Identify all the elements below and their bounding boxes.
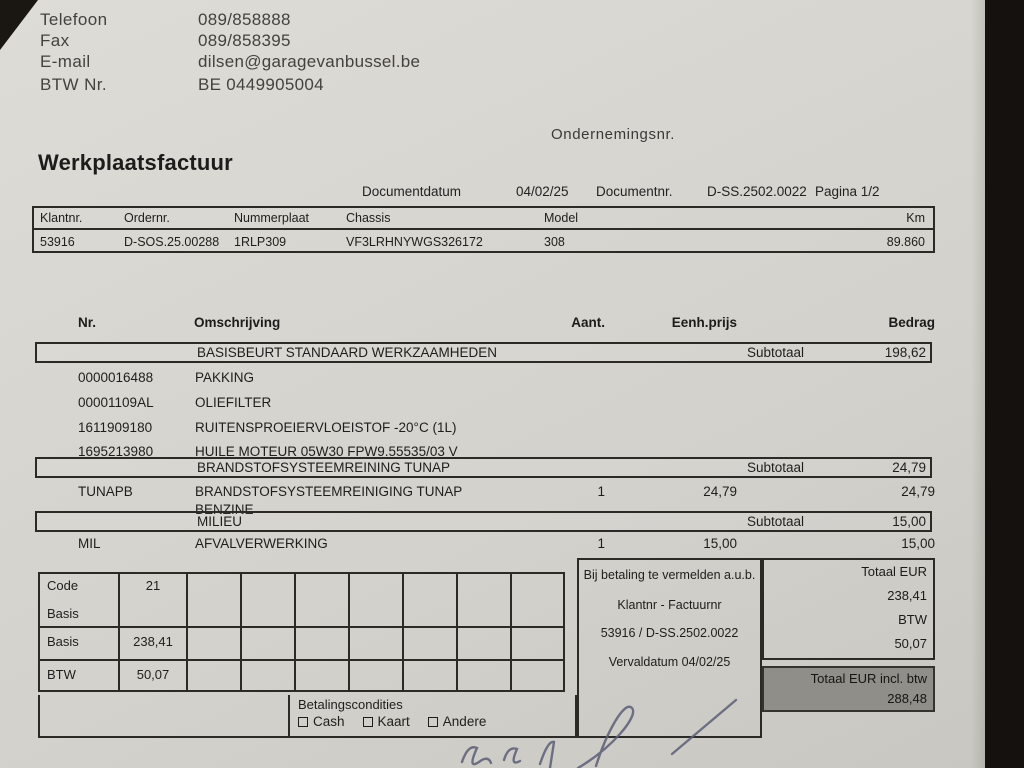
ondernemingsnr-label: Ondernemingsnr. bbox=[551, 126, 676, 143]
vat-cell-empty bbox=[402, 572, 456, 626]
vat-cell-empty bbox=[294, 626, 348, 659]
item-unit-price: 24,79 bbox=[703, 484, 737, 499]
vat-cell-empty bbox=[456, 572, 510, 626]
vat-cell-empty bbox=[294, 659, 348, 692]
item-descr: PAKKING bbox=[195, 370, 255, 385]
vat-cell-empty bbox=[348, 659, 402, 692]
item-code: TUNAPB bbox=[78, 484, 133, 499]
vat-cell-empty bbox=[348, 572, 402, 626]
telefoon-value: 089/858888 bbox=[198, 10, 291, 29]
total-incl-value: 288,48 bbox=[887, 691, 927, 706]
total-eur-value: 238,41 bbox=[887, 588, 927, 603]
items-col-eenhprijs: Eenh.prijs bbox=[671, 315, 737, 330]
doc-nr-label: Documentnr. bbox=[596, 184, 673, 199]
item-amount: 24,79 bbox=[901, 484, 935, 499]
total-incl-label: Totaal EUR incl. btw bbox=[810, 671, 927, 686]
vat-cell-empty bbox=[186, 659, 240, 692]
item-code: MIL bbox=[78, 536, 101, 551]
fax-value: 089/858395 bbox=[198, 31, 291, 50]
item-descr: HUILE MOTEUR 05W30 FPW9.55535/03 V bbox=[195, 444, 458, 459]
payment-conditions-title: Betalingscondities bbox=[298, 697, 403, 712]
vat-cell-empty bbox=[186, 626, 240, 659]
email-label: E-mail bbox=[40, 52, 91, 71]
item-descr-line2: BENZINE bbox=[195, 502, 254, 517]
items-col-aant: Aant. bbox=[571, 315, 605, 330]
item-descr: RUITENSPROEIERVLOEISTOF -20°C (1L) bbox=[195, 420, 457, 435]
item-descr: BRANDSTOFSYSTEEMREINIGING TUNAP bbox=[195, 484, 463, 499]
option-cash bbox=[298, 714, 345, 729]
vehicle-col-klantnr: Klantnr. bbox=[40, 211, 83, 225]
vehicle-col-nummerplaat: Nummerplaat bbox=[234, 211, 310, 225]
doc-date-value: 04/02/25 bbox=[516, 184, 569, 199]
subtotal-label: Subtotaal bbox=[747, 460, 805, 475]
vat-cell-btw-value bbox=[118, 659, 186, 692]
subtotal-amount: 24,79 bbox=[892, 460, 926, 475]
item-descr: AFVALVERWERKING bbox=[195, 536, 328, 551]
group-title: MILIEU bbox=[197, 514, 243, 529]
payment-note-line3: 53916 / D-SS.2502.0022 bbox=[600, 626, 739, 640]
page-title: Werkplaatsfactuur bbox=[38, 150, 233, 175]
item-unit-price: 15,00 bbox=[703, 536, 737, 551]
vehicle-col-model: Model bbox=[544, 211, 579, 225]
total-btw-value: 50,07 bbox=[894, 636, 927, 651]
option-kaart-label: Kaart bbox=[377, 714, 410, 729]
page-indicator: Pagina 1/2 bbox=[815, 184, 880, 199]
vat-cell-empty bbox=[456, 626, 510, 659]
vat-cell-empty bbox=[402, 659, 456, 692]
checkbox-icon bbox=[298, 717, 308, 727]
vat-cell-empty bbox=[240, 626, 294, 659]
item-amount: 15,00 bbox=[901, 536, 935, 551]
vat-cell-empty bbox=[240, 659, 294, 692]
vat-cell-empty bbox=[402, 626, 456, 659]
doc-date-label: Documentdatum bbox=[362, 184, 462, 199]
vat-cell-empty bbox=[294, 572, 348, 626]
vehicle-klantnr-value: 53916 bbox=[40, 235, 75, 249]
btwnr-value: BE 0449905004 bbox=[198, 75, 324, 94]
total-eur-label: Totaal EUR bbox=[861, 564, 927, 579]
item-descr: OLIEFILTER bbox=[195, 395, 272, 410]
group-title: BRANDSTOFSYSTEEMREINING TUNAP bbox=[197, 460, 451, 475]
telefoon-label: Telefoon bbox=[40, 10, 108, 29]
vat-cell-btw-label bbox=[38, 659, 118, 692]
vat-code-value: 21 bbox=[145, 578, 161, 593]
vat-btw-value: 50,07 bbox=[136, 667, 170, 682]
subtotal-amount: 15,00 bbox=[892, 514, 926, 529]
payment-note-line4: Vervaldatum 04/02/25 bbox=[608, 655, 731, 669]
vat-cell-basis-label bbox=[38, 626, 118, 659]
vat-cell-empty bbox=[240, 572, 294, 626]
option-andere-label: Andere bbox=[442, 714, 487, 729]
btwnr-label: BTW Nr. bbox=[40, 75, 108, 94]
items-col-bedrag: Bedrag bbox=[888, 315, 935, 330]
vat-cell-empty bbox=[186, 572, 240, 626]
vehicle-table bbox=[32, 206, 935, 253]
vat-cell-empty bbox=[456, 659, 510, 692]
vat-cell-empty bbox=[510, 659, 565, 692]
vehicle-ordernr-value: D-SOS.25.00288 bbox=[124, 235, 220, 249]
items-col-nr: Nr. bbox=[78, 315, 97, 330]
vat-basis-top-label: Basis bbox=[47, 606, 79, 621]
total-btw-label: BTW bbox=[898, 612, 927, 627]
email-value: dilsen@garagevanbussel.be bbox=[198, 52, 421, 71]
vehicle-nummerplaat-value: 1RLP309 bbox=[234, 235, 287, 249]
vehicle-chassis-value: VF3LRHNYWGS326172 bbox=[346, 235, 483, 249]
vat-basis-value: 238,41 bbox=[133, 634, 173, 649]
vat-cell-basis-value bbox=[118, 626, 186, 659]
subtotal-bar-basisbeurt bbox=[35, 342, 932, 363]
vat-basis-label: Basis bbox=[47, 634, 79, 649]
total-incl-btw-box bbox=[762, 666, 935, 712]
vat-code-label: Code bbox=[47, 578, 79, 593]
vat-cell-empty bbox=[348, 626, 402, 659]
item-code: 0000016488 bbox=[78, 370, 154, 385]
item-code: 00001109AL bbox=[78, 395, 154, 410]
vehicle-model-value: 308 bbox=[544, 235, 565, 249]
fax-label: Fax bbox=[40, 31, 70, 50]
payment-note-line2: Klantnr - Factuurnr bbox=[617, 598, 722, 612]
empty-cell bbox=[38, 695, 290, 738]
doc-nr-value: D-SS.2502.0022 bbox=[707, 184, 807, 199]
checkbox-icon bbox=[363, 717, 373, 727]
vat-cell-code-value bbox=[118, 572, 186, 626]
subtotal-amount: 198,62 bbox=[884, 345, 926, 360]
option-cash-label: Cash bbox=[313, 714, 345, 729]
vat-cell-empty bbox=[510, 626, 565, 659]
vat-btw-label: BTW bbox=[47, 667, 76, 682]
vat-cell-code-basis bbox=[38, 572, 118, 626]
totals-box bbox=[762, 558, 935, 660]
vehicle-col-chassis: Chassis bbox=[346, 211, 391, 225]
item-qty: 1 bbox=[597, 536, 605, 551]
item-qty: 1 bbox=[597, 484, 605, 499]
subtotal-label: Subtotaal bbox=[747, 345, 805, 360]
vehicle-col-ordernr: Ordernr. bbox=[124, 211, 170, 225]
subtotal-label: Subtotaal bbox=[747, 514, 805, 529]
vehicle-km-value: 89.860 bbox=[886, 235, 925, 249]
vat-grid bbox=[38, 572, 565, 692]
subtotal-bar-milieu bbox=[35, 511, 932, 532]
subtotal-bar-brandstof bbox=[35, 457, 932, 478]
group-title: BASISBEURT STANDAARD WERKZAAMHEDEN bbox=[197, 345, 498, 360]
signature-ink bbox=[400, 696, 745, 768]
item-code: 1695213980 bbox=[78, 444, 154, 459]
vehicle-table-header-row bbox=[34, 208, 933, 230]
vat-cell-empty bbox=[510, 572, 565, 626]
item-code: 1611909180 bbox=[78, 420, 153, 435]
vehicle-col-km: Km bbox=[906, 211, 925, 225]
payment-note-line1: Bij betaling te vermelden a.u.b. bbox=[583, 568, 756, 582]
items-col-omschrijving: Omschrijving bbox=[194, 315, 281, 330]
